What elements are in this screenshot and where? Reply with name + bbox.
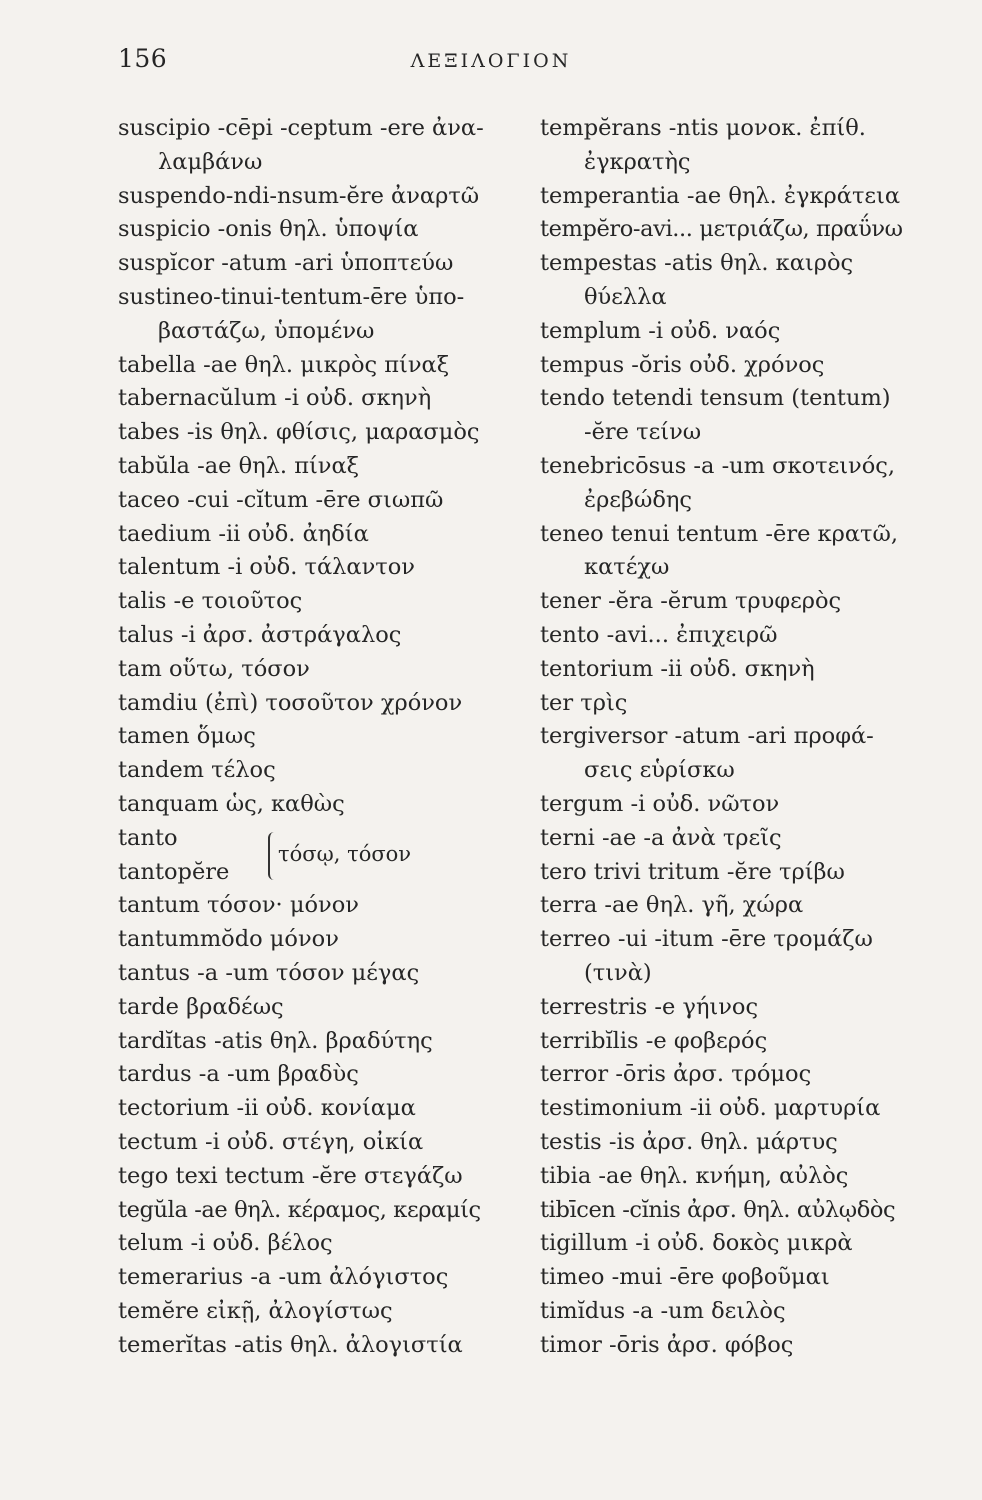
- entry-line: timeo -mui -ēre φοβοῦμαι: [540, 1264, 830, 1291]
- entry-line: tibīcen -cĭnis ἀρσ. θηλ. αὐλῳδὸς: [540, 1196, 896, 1223]
- entry-line: taedium -ii οὐδ. ἀηδία: [118, 520, 369, 547]
- entry-line: ἐρεβώδης: [584, 486, 692, 513]
- entry-line: tabella -ae θηλ. μικρὸς πίναξ: [118, 351, 450, 378]
- entry-line: terrestris -e γήινος: [540, 993, 759, 1020]
- entry-line: terni -ae -a ἀνὰ τρεῖς: [540, 824, 782, 851]
- entry-line: tamen ὅμως: [118, 723, 256, 750]
- entry-line: terreo -ui -itum -ēre τρομάζω: [540, 926, 873, 953]
- right-column: [540, 112, 960, 1362]
- entry-line: tempestas -atis θηλ. καιρὸς: [540, 250, 854, 277]
- entry-line: tego texi tectum -ĕre στεγάζω: [118, 1162, 463, 1189]
- entry-line: tergiversor -atum -ari προφά-: [540, 723, 874, 750]
- entry-line: ter τρὶς: [540, 689, 628, 716]
- entry-line: suspicio -onis θηλ. ὑποψία: [118, 216, 419, 243]
- entry-line: tendo tetendi tensum (tentum): [540, 385, 891, 412]
- brace-mark: [268, 832, 274, 880]
- entry-line: tener -ĕra -ĕrum τρυφερὸς: [540, 588, 842, 615]
- page-title: ΛΕΞΙΛΟΓΙΟΝ: [410, 50, 572, 72]
- entry-line: θύελλα: [584, 283, 667, 310]
- entry-line: tento -avi... ἐπιχειρῶ: [540, 621, 778, 648]
- entry-line: tardus -a -um βραδὺς: [118, 1061, 359, 1088]
- entry-line: tigillum -i οὐδ. δοκὸς μικρὰ: [540, 1230, 853, 1257]
- entry-line: teneo tenui tentum -ēre κρατῶ,: [540, 520, 898, 547]
- entry-line: tempĕrans -ntis μονοκ. ἐπίθ.: [540, 115, 866, 141]
- entry-line: talis -e τοιοῦτος: [118, 588, 303, 615]
- entry-line: suscipio -cēpi -ceptum -ere ἀνα-: [118, 115, 484, 141]
- entry-line: tantum τόσον· μόνον: [118, 892, 359, 919]
- entry-line: tamdiu (ἐπὶ) τοσοῦτον χρόνον: [118, 689, 463, 716]
- entry-line: tam οὕτω, τόσον: [118, 655, 310, 682]
- entry-line: tentorium -ii οὐδ. σκηνὴ: [540, 655, 815, 682]
- page-number: 156: [118, 44, 168, 73]
- entry-line: tabŭla -ae θηλ. πίναξ: [118, 452, 360, 479]
- entry-line: tectum -i οὐδ. στέγη, οἰκία: [118, 1128, 424, 1155]
- entry-line: sustineo-tinui-tentum-ēre ὑπο-: [118, 283, 465, 310]
- entry-line: taceo -cui -cĭtum -ēre σιωπῶ: [118, 486, 444, 513]
- entry-line: tectorium -ii οὐδ. κονίαμα: [118, 1095, 416, 1122]
- entry-line: tantus -a -um τόσον μέγας: [118, 959, 420, 986]
- entry-line: talentum -i οὐδ. τάλαντον: [118, 554, 415, 581]
- entry-headword: tantopĕre: [118, 858, 230, 885]
- entry-line: testis -is ἀρσ. θηλ. μάρτυς: [540, 1128, 838, 1155]
- entry-line: -ĕre τείνω: [584, 419, 702, 446]
- entry-line: tantummŏdo μόνον: [118, 926, 339, 953]
- entry-line: temerĭtas -atis θηλ. ἀλογιστία: [118, 1331, 463, 1358]
- entry-headword: tanto: [118, 824, 178, 851]
- entry-line: timor -ōris ἀρσ. φόβος: [540, 1331, 794, 1358]
- entry-line: λαμβάνω: [158, 148, 263, 175]
- entry-line: tero trivi tritum -ĕre τρίβω: [540, 858, 845, 885]
- entry-line: tempĕro-avi... μετριάζω, πραΰνω: [540, 216, 903, 243]
- entry-line: tempus -ŏris οὐδ. χρόνος: [540, 351, 825, 378]
- entry-line: tardĭtas -atis θηλ. βραδύτης: [118, 1027, 433, 1054]
- entry-line: tandem τέλος: [118, 757, 276, 784]
- left-column: [118, 112, 528, 1362]
- entry-line: σεις εὑρίσκω: [584, 757, 735, 784]
- entry-line: tabernacŭlum -i οὐδ. σκηνὴ: [118, 385, 432, 412]
- entry-line: suspĭcor -atum -ari ὑποπτεύω: [118, 250, 454, 277]
- entry-line: tergum -i οὐδ. νῶτον: [540, 790, 780, 817]
- entry-line: tegŭla -ae θηλ. κέραμος, κεραμίς: [118, 1196, 481, 1223]
- entry-line: terribĭlis -e φοβερός: [540, 1027, 768, 1054]
- entry-line: temperantia -ae θηλ. ἐγκράτεια: [540, 182, 901, 209]
- entry-line: talus -i ἀρσ. ἀστράγαλος: [118, 621, 402, 648]
- entry-line: κατέχω: [584, 554, 670, 581]
- entry-line: telum -i οὐδ. βέλος: [118, 1230, 333, 1257]
- entry-line: tarde βραδέως: [118, 993, 284, 1020]
- entry-line: (τινὰ): [584, 959, 652, 986]
- entry-line: tibia -ae θηλ. κνήμη, αὐλὸς: [540, 1162, 849, 1189]
- entry-line: tenebricōsus -a -um σκοτεινός,: [540, 452, 896, 479]
- entry-line: βαστάζω, ὑπομένω: [158, 317, 375, 344]
- entry-line: timĭdus -a -um δειλὸς: [540, 1297, 786, 1324]
- entry-line: temerarius -a -um ἀλόγιστος: [118, 1264, 449, 1291]
- entry-line: terra -ae θηλ. γῆ, χώρα: [540, 892, 804, 919]
- entry-line: suspendo-ndi-nsum-ĕre ἀναρτῶ: [118, 182, 480, 209]
- shared-translation: τόσῳ, τόσον: [278, 841, 412, 866]
- entry-line: terror -ōris ἀρσ. τρόμος: [540, 1061, 812, 1088]
- entry-line: temĕre εἰκῇ, ἀλογίστως: [118, 1297, 393, 1324]
- entry-line: testimonium -ii οὐδ. μαρτυρία: [540, 1095, 881, 1122]
- entry-line: templum -i οὐδ. ναός: [540, 317, 781, 344]
- entry-line: ἐγκρατὴς: [584, 148, 691, 175]
- entry-line: tabes -is θηλ. φθίσις, μαρασμὸς: [118, 419, 480, 446]
- bracketed-entries: [118, 822, 528, 890]
- entry-line: tanquam ὡς, καθὼς: [118, 790, 345, 817]
